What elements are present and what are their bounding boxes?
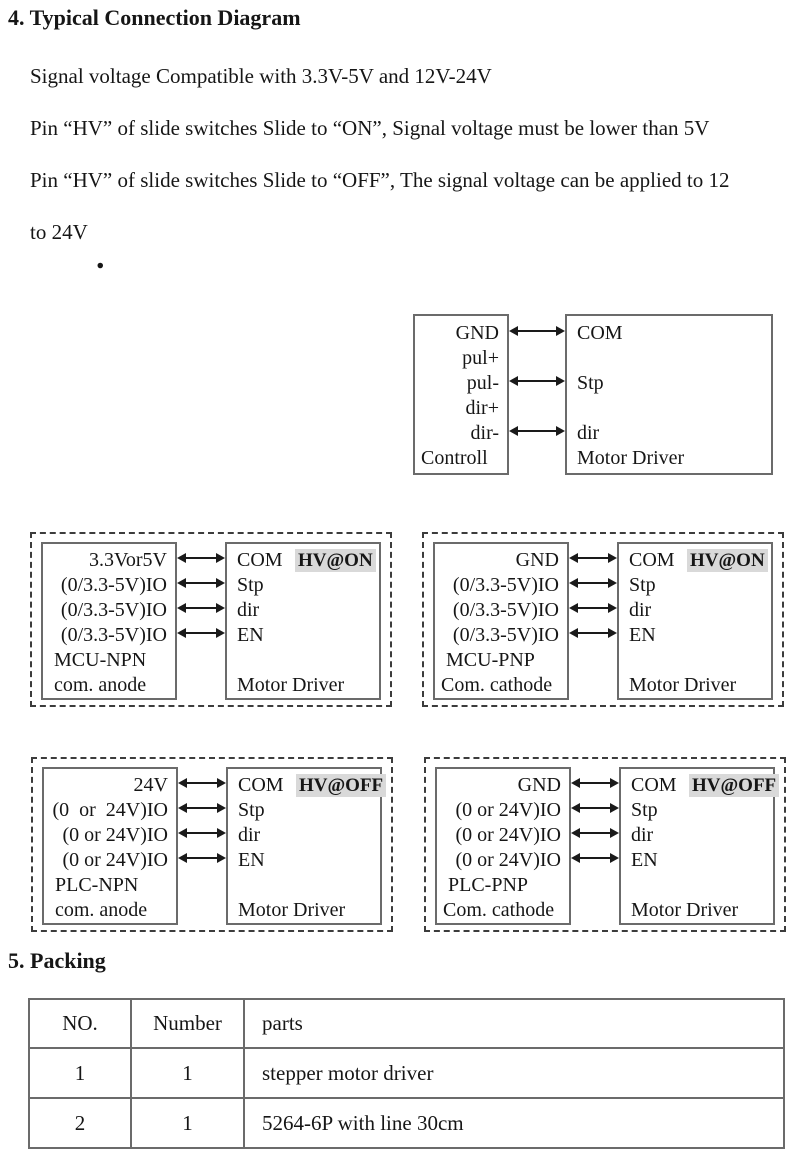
table-cell-part: stepper motor driver: [244, 1048, 784, 1098]
datasheet-page: 4. Typical Connection Diagram Signal voltage Compatible with 3.3V-5V and 12V-24V Pin “HV” of slide switches Slide to “ON”, Signal voltage must be lower than 5V Pin “HV” of slide switches Slide to “OFF”, The signal voltage can be applied to 12 to 24V . GND pul+ pul- dir+ dir- Controll COM Stp dir Motor Driver 3.3Vor5V (0/3.3-5V)IO (0/3.3-5V)IO (0/3.3-5V)IO MCU-NPN com. anode COM Stp dir EN Motor Driver HV@ON GND (0/3.3-5V)IO (0/3.3-5V)IO (0/3.3-5V)IO MCU-PNP Com. cathode COM Stp dir EN Motor Driver HV@ON 24V (0 or 24V)IO (0 or 24V)IO (0 or 24V)IO PLC-NPN com. anode COM Stp dir EN Motor Driver HV@OFF GND (0 or 24V)IO (0 or 24V)IO (0 or 24V)IO PLC-PNP Com. cathode COM Stp dir EN Motor Driver HV@OFF 5. Packing NO. Number parts 1 1 stepper motor driver 2 1 5264-6P with line 30cm: [0, 0, 800, 1159]
section5-heading: 5. Packing: [8, 948, 106, 973]
device-type-label: MCU-NPN: [54, 649, 147, 671]
mcu-npn-box: [41, 542, 177, 700]
motor-driver-label: Motor Driver: [577, 447, 685, 469]
pin-label: dir: [577, 422, 600, 444]
double-arrow-icon: [571, 828, 619, 838]
pin-label: dir+: [465, 397, 499, 419]
table-row: [29, 1098, 784, 1148]
controller-box-label: Controll: [421, 447, 488, 469]
double-arrow-icon: [509, 376, 565, 386]
packing-table: [28, 998, 785, 1149]
table-cell-no: 2: [29, 1098, 131, 1148]
double-arrow-icon: [177, 578, 225, 588]
mcu-pnp-box: [433, 542, 569, 700]
double-arrow-icon: [571, 853, 619, 863]
pin-label: EN: [238, 849, 265, 871]
table-cell-count: 1: [131, 1098, 244, 1148]
pin-label: COM: [629, 549, 675, 571]
table-row: [29, 1048, 784, 1098]
motor-driver-label: Motor Driver: [631, 899, 739, 921]
pin-label: (0 or 24V)IO: [455, 824, 561, 846]
section4-heading: 4. Typical Connection Diagram: [8, 5, 301, 30]
pin-label: dir: [238, 824, 261, 846]
double-arrow-icon: [178, 778, 226, 788]
pin-label: EN: [237, 624, 264, 646]
hv-switch-badge: HV@OFF: [689, 774, 779, 797]
paragraph-to-24v: to 24V: [30, 220, 88, 244]
device-type-label: MCU-PNP: [446, 649, 535, 671]
pin-label: COM: [238, 774, 284, 796]
paragraph-hv-on: Pin “HV” of slide switches Slide to “ON”, Signal voltage must be lower than 5V: [30, 116, 710, 140]
motor-driver-box: [225, 542, 381, 700]
controller-driver-diagram: [413, 314, 773, 475]
table-header-row: [29, 999, 784, 1048]
table-cell-part: 5264-6P with line 30cm: [244, 1098, 784, 1148]
double-arrow-icon: [569, 603, 617, 613]
wiring-mode-label: com. anode: [54, 674, 147, 696]
table-cell-no: 1: [29, 1048, 131, 1098]
pin-label: (0 or 24V)IO: [62, 824, 168, 846]
motor-driver-box: [619, 767, 775, 925]
double-arrow-icon: [177, 628, 225, 638]
pin-label: Stp: [629, 574, 656, 596]
wiring-mode-label: com. anode: [55, 899, 148, 921]
pin-label: GND: [515, 549, 559, 571]
pin-label: (0 or 24V)IO: [455, 799, 561, 821]
double-arrow-icon: [178, 828, 226, 838]
pin-label: EN: [631, 849, 658, 871]
double-arrow-icon: [178, 803, 226, 813]
wiring-mode-label: Com. cathode: [443, 899, 555, 921]
diagram-mcu-npn: [30, 532, 392, 707]
pin-label: Stp: [577, 372, 604, 394]
pin-label: (0/3.3-5V)IO: [452, 599, 559, 621]
double-arrow-icon: [569, 578, 617, 588]
paragraph-signal-voltage: Signal voltage Compatible with 3.3V-5V and 12V-24V: [30, 64, 492, 88]
double-arrow-icon: [569, 628, 617, 638]
double-arrow-icon: [177, 553, 225, 563]
diagram-plc-pnp: [424, 757, 786, 932]
double-arrow-icon: [178, 853, 226, 863]
pin-label: dir: [237, 599, 260, 621]
motor-driver-box: [617, 542, 773, 700]
pin-label: Stp: [238, 799, 265, 821]
pin-label: 3.3Vor5V: [89, 549, 167, 571]
device-type-label: PLC-NPN: [55, 874, 139, 896]
motor-driver-box: [565, 314, 773, 475]
pin-label: 24V: [133, 774, 168, 796]
pin-label: Stp: [237, 574, 264, 596]
pin-label: (0/3.3-5V)IO: [60, 574, 167, 596]
controller-box: [413, 314, 509, 475]
pin-label: EN: [629, 624, 656, 646]
diagram-plc-npn: [31, 757, 393, 932]
pin-label: COM: [631, 774, 677, 796]
pin-label: GND: [455, 322, 499, 344]
double-arrow-icon: [571, 803, 619, 813]
double-arrow-icon: [177, 603, 225, 613]
pin-label: GND: [517, 774, 561, 796]
wiring-mode-label: Com. cathode: [441, 674, 553, 696]
pin-label: COM: [577, 322, 623, 344]
pin-label: (0/3.3-5V)IO: [452, 574, 559, 596]
motor-driver-box: [226, 767, 382, 925]
pin-label: (0/3.3-5V)IO: [60, 599, 167, 621]
table-header-number: Number: [131, 999, 244, 1048]
device-type-label: PLC-PNP: [448, 874, 529, 896]
pin-label: (0 or 24V)IO: [455, 849, 561, 871]
motor-driver-label: Motor Driver: [237, 674, 345, 696]
pin-label: (0/3.3-5V)IO: [452, 624, 559, 646]
paragraph-hv-off: Pin “HV” of slide switches Slide to “OFF”, The signal voltage can be applied to 12: [30, 168, 730, 192]
plc-npn-box: [42, 767, 178, 925]
diagram-mcu-pnp: [422, 532, 784, 707]
double-arrow-icon: [509, 426, 565, 436]
pin-label: COM: [237, 549, 283, 571]
double-arrow-icon: [569, 553, 617, 563]
table-header-parts: parts: [244, 999, 784, 1048]
table-cell-count: 1: [131, 1048, 244, 1098]
plc-pnp-box: [435, 767, 571, 925]
double-arrow-icon: [509, 326, 565, 336]
pin-label: dir: [629, 599, 652, 621]
motor-driver-label: Motor Driver: [629, 674, 737, 696]
motor-driver-label: Motor Driver: [238, 899, 346, 921]
double-arrow-icon: [571, 778, 619, 788]
pin-label: (0/3.3-5V)IO: [60, 624, 167, 646]
pin-label: pul-: [466, 372, 499, 394]
pin-label: dir-: [470, 422, 499, 444]
hv-switch-badge: HV@ON: [687, 549, 768, 572]
pin-label: Stp: [631, 799, 658, 821]
pin-label: dir: [631, 824, 654, 846]
pin-label: (0 or 24V)IO: [52, 799, 168, 821]
hv-switch-badge: HV@OFF: [296, 774, 386, 797]
table-header-no: NO.: [29, 999, 131, 1048]
pin-label: pul+: [462, 347, 499, 369]
pin-label: (0 or 24V)IO: [62, 849, 168, 871]
hv-switch-badge: HV@ON: [295, 549, 376, 572]
